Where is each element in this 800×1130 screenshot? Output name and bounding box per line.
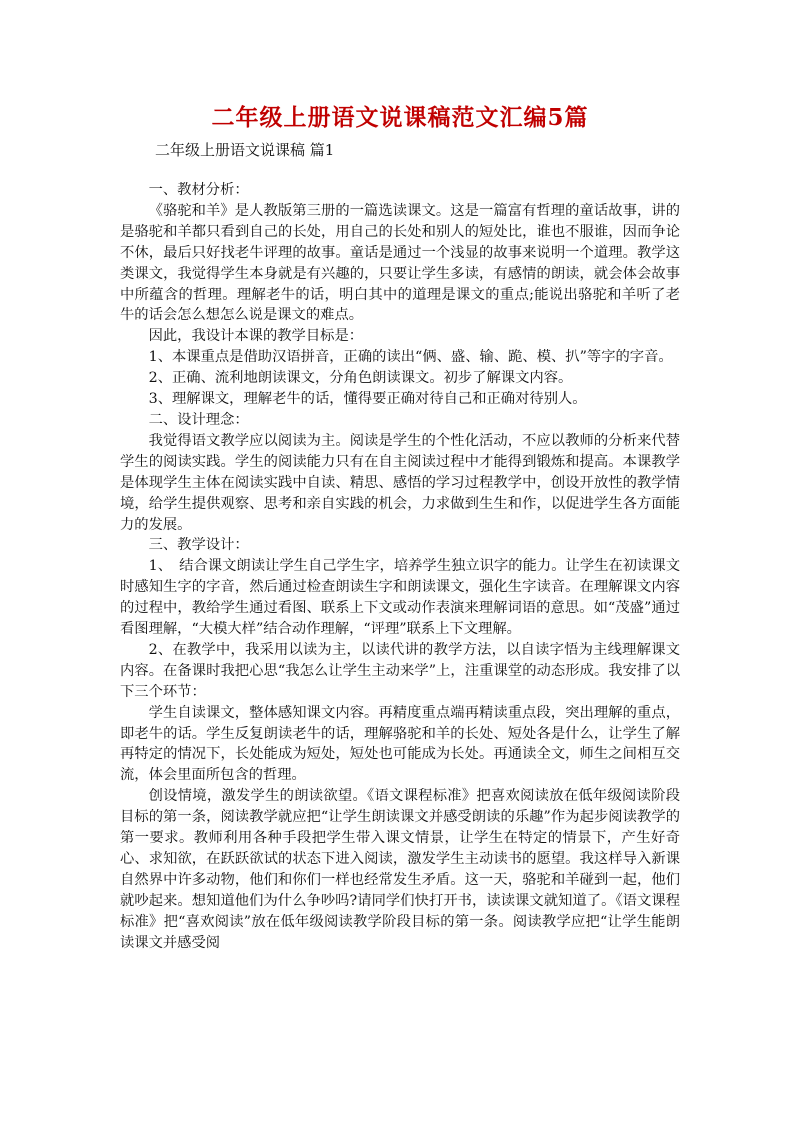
list-item: 1、 结合课文朗读让学生自己学生字，培养学生独立识字的能力。让学生在初读课文时感知生字的字音，然后通过检查朗读生字和朗读课文，强化生字读音。在理解课文内容的过程中，教给学生通过看图、联系上下文或动作表演来理解词语的意思。如“茂盛”通过看图理解，“大模大样”结合动作理解，“评理”联系上下文理解。	[120, 558, 680, 638]
body-paragraph: 学生自读课文，整体感知课文内容。再精度重点端再精读重点段，突出理解的重点，即老牛的话。学生反复朗读老牛的话，理解骆驼和羊的长处、短处各是什么，让学生了解再特定的情况下，长处能成为短处，短处也可能成为长处。再通读全文，师生之间相互交流，体会里面所包含的哲理。	[120, 704, 680, 784]
body-paragraph: 《骆驼和羊》是人教版第三册的一篇选读课文。这是一篇富有哲理的童话故事，讲的是骆驼和羊都只看到自己的长处，用自己的长处和别人的短处比，谁也不服谁，因而争论不休，最后只好找老牛评理的故事。童话是通过一个浅显的故事来说明一个道理。教学这类课文，我觉得学生本身就是有兴趣的，只要让学生多读，有感情的朗读，就会体会故事中所蕴含的哲理。理解老牛的话，明白其中的道理是课文的重点;能说出骆驼和羊听了老牛的话会怎么想怎么说是课文的难点。	[120, 202, 680, 324]
list-item: 2、正确、流利地朗读课文，分角色朗读课文。初步了解课文内容。	[148, 370, 573, 387]
body-paragraph: 创设情境，激发学生的朗读欲望。《语文课程标准》把喜欢阅读放在低年级阅读阶段目标的第一条，阅读教学就应把“让学生朗读课文并感受朗读的乐趣”作为起步阅读教学的第一要求。教师利用各种手段把学生带入课文情景，让学生在特定的情景下，产生好奇心、求知欲，在跃跃欲试的状态下进入阅读，激发学生主动读书的愿望。我这样导入新课 自然界中许多动物，他们和你们一样也经常发生矛盾。这一天，骆驼和羊碰到一起，他们就吵起来。想知道他们为什么争吵吗?请同学们快打开书，读读课文就知道了。《语文课程标准》把“喜欢阅读”放在低年级阅读教学阶段目标的第一条。阅读教学应把“让学生能朗读课文并感受阅	[120, 788, 680, 951]
document-body	[120, 180, 680, 954]
list-item: 3、理解课文，理解老牛的话，懂得要正确对待自己和正确对待别人。	[148, 391, 587, 408]
document-subtitle: 二年级上册语文说课稿 篇1	[155, 141, 335, 159]
section-heading-concept: 二、设计理念：	[148, 411, 249, 428]
body-paragraph: 我觉得语文教学应以阅读为主。阅读是学生的个性化活动，不应以教师的分析来代替学生的阅读实践。学生的阅读能力只有在自主阅读过程中才能得到锻炼和提高。本课教学是体现学生主体在阅读实践中自读、精思、感悟的学习过程教学中，创设开放性的教学情境，给学生提供观察、思考和亲自实践的机会，力求做到生生和作，以促进学生各方面能力的发展。	[120, 432, 680, 533]
section-heading-analysis: 一、教材分析：	[148, 182, 249, 198]
section-heading-design: 三、教学设计：	[148, 537, 249, 554]
document-title: 二年级上册语文说课稿范文汇编5篇	[211, 104, 589, 131]
body-paragraph: 因此，我设计本课的教学目标是：	[148, 328, 364, 345]
list-item: 2、在教学中，我采用以读为主，以读代讲的教学方法，以自读字悟为主线理解课文内容。在备课时我把心思“我怎么让学生主动来学”上，注重课堂的动态形成。我安排了以下三个环节：	[120, 641, 680, 700]
list-item: 1、本课重点是借助汉语拼音，正确的读出“俩、盛、输、跪、模、扒”等字的字音。	[148, 349, 673, 366]
